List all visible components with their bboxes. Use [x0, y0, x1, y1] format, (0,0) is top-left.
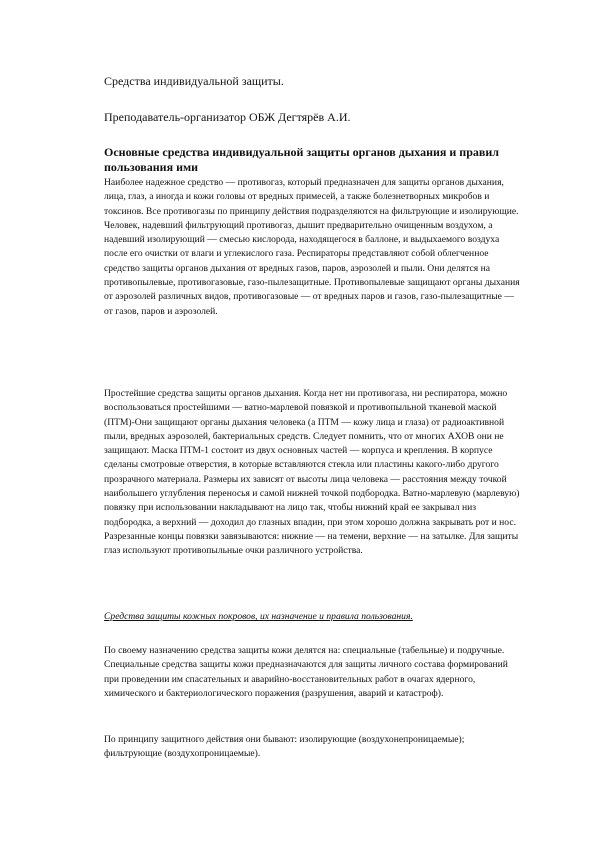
section-heading: Основные средства индивидуальной защиты органов дыхания и правил пользования ими [104, 145, 500, 174]
teacher-line: Преподаватель-организатор ОБЖ Дегтярёв А.И. [104, 110, 351, 124]
paragraph-protection-principle: По принципу защитного действия они бывают: изолирующие (воздухонепроницаемые); фильтрующие (воздухопроницаемые). [104, 734, 465, 760]
subsection-heading: Средства защиты кожных покровов, их назначение и правила пользования. [104, 611, 413, 622]
paragraph-simple-protection: Простейшие средства защиты органов дыхания. Когда нет ни противогаза, ни респиратора, можно воспользоваться простейшими — ватно-марлевой повязкой и противопыльной тканевой маской (ПТМ)-Они защищают органы дыхания человека (а ПТМ — кожу лица и глаза) от радиоактивной пыли, вредных аэрозолей, бактериальных средств. Следует помнить, что от многих АХОВ они не защищают. Маска ПТМ-1 состоит из двух основных частей — корпуса и крепления. В корпусе сделаны смотровые отверстия, в которые вставляются стекла или пластины какого-либо другого прозрачного материала. Размеры их зависят от высоты лица человека — расстояния между точкой наибольшего углубления переносья и самой нижней точкой подбородка. Ватно-марлевую (марлевую) повязку при использовании накладывают на лицо так, чтобы нижний край ее закрывал низ подбородка, а верхний — доходил до глазных впадин, при этом хорошо должна закрывать рот и нос. Разрезанные концы повязки завязываются: нижние — на темени, верхние — на затылке. Для защиты глаз используют противопыльные очки различного устройства. [104, 388, 520, 557]
paragraph-skin-protection: По своему назначению средства защиты кожи делятся на: специальные (табельные) и подручные. Специальные средства защиты кожи предназначаются для защиты личного состава формирований при проведении им спасательных и аварийно-восстановительных работ в очагах ядерного, химического и бактериологического поражения (разрушения, аварий и катастроф). [104, 645, 508, 699]
document-title: Средства индивидуальной защиты. [104, 74, 284, 88]
paragraph-gas-masks: Наиболее надежное средство — противогаз, который предназначен для защиты органов дыхания, лица, глаз, а иногда и кожи головы от вредных примесей, а также болезнетворных микробов и токсинов. Все противогазы по принципу действия подразделяются на фильтрующие и изолирующие. Человек, надевший фильтрующий противогаз, дышит предварительно очищенным воздухом, а надевший изолирующий — смесью кислорода, находящегося в баллоне, и выдыхаемого воздуха после его очистки от влаги и углекислого газа. Респираторы представляют собой облегченное средство защиты органов дыхания от вредных газов, паров, аэрозолей и пыли. Они делятся на противопылевые, противогазовые, газо-пылезащитные. Противопылевые защищают органы дыхания от аэрозолей различных видов, противогазовые — от вредных паров и газов, газо-пылезащитные — от газов, паров и аэрозолей. [104, 177, 520, 317]
